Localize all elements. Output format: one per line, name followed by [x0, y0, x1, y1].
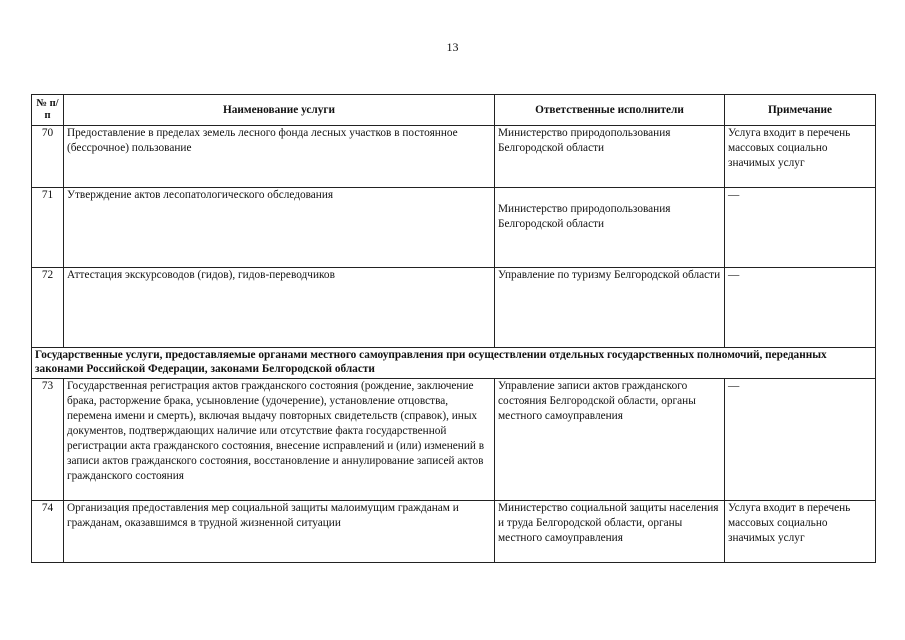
service-note: —: [725, 268, 876, 348]
service-note: Услуга входит в перечень массовых социально значимых услуг: [725, 501, 876, 563]
service-name: Предоставление в пределах земель лесного фонда лесных участков в постоянное (бессрочное) пользование: [64, 126, 495, 188]
service-executor: Министерство природопользования Белгородской области: [495, 126, 725, 188]
header-executor: Ответственные исполнители: [495, 95, 725, 126]
section-row: [32, 348, 876, 379]
page-number: 13: [446, 40, 459, 54]
service-executor: Министерство социальной защиты населения и труда Белгородской области, органы местного самоуправления: [495, 501, 725, 563]
row-number: 71: [32, 188, 64, 268]
service-name: Утверждение актов лесопатологического обследования: [64, 188, 495, 268]
table-row: [32, 379, 876, 501]
table-row: [32, 268, 876, 348]
header-note: Примечание: [725, 95, 876, 126]
row-number: 70: [32, 126, 64, 188]
service-executor: Управление по туризму Белгородской области: [495, 268, 725, 348]
service-name: Государственная регистрация актов гражданского состояния (рождение, заключение брака, расторжение брака, усыновление (удочерение), установление отцовства, перемена имени и смерть), включая выдачу повторных свидетельств (справок), иных документов, подтверждающих наличие или отсутствие факта государственной регистрации акта гражданского состояния, внесение исправлений и (или) изменений в записи актов гражданского состояния, восстановление и аннулирование записей актов гражданского состояния: [64, 379, 495, 501]
service-executor: Министерство природопользования Белгородской области: [495, 188, 725, 268]
services-table: [31, 94, 876, 563]
table-row: [32, 126, 876, 188]
section-title: Государственные услуги, предоставляемые органами местного самоуправления при осуществлении отдельных государственных полномочий, переданных законами Российской Федерации, законами Белгородской области: [32, 348, 876, 379]
table-row: [32, 501, 876, 563]
row-number: 74: [32, 501, 64, 563]
service-note: —: [725, 379, 876, 501]
service-executor: Управление записи актов гражданского состояния Белгородской области, органы местного самоуправления: [495, 379, 725, 501]
service-name: Аттестация экскурсоводов (гидов), гидов-переводчиков: [64, 268, 495, 348]
table-row: [32, 188, 876, 268]
header-row: [32, 95, 876, 126]
service-note: —: [725, 188, 876, 268]
service-note: Услуга входит в перечень массовых социально значимых услуг: [725, 126, 876, 188]
header-service-name: Наименование услуги: [64, 95, 495, 126]
header-num: № п/п: [32, 95, 64, 126]
row-number: 73: [32, 379, 64, 501]
row-number: 72: [32, 268, 64, 348]
service-name: Организация предоставления мер социальной защиты малоимущим гражданам и гражданам, оказавшимся в трудной жизненной ситуации: [64, 501, 495, 563]
